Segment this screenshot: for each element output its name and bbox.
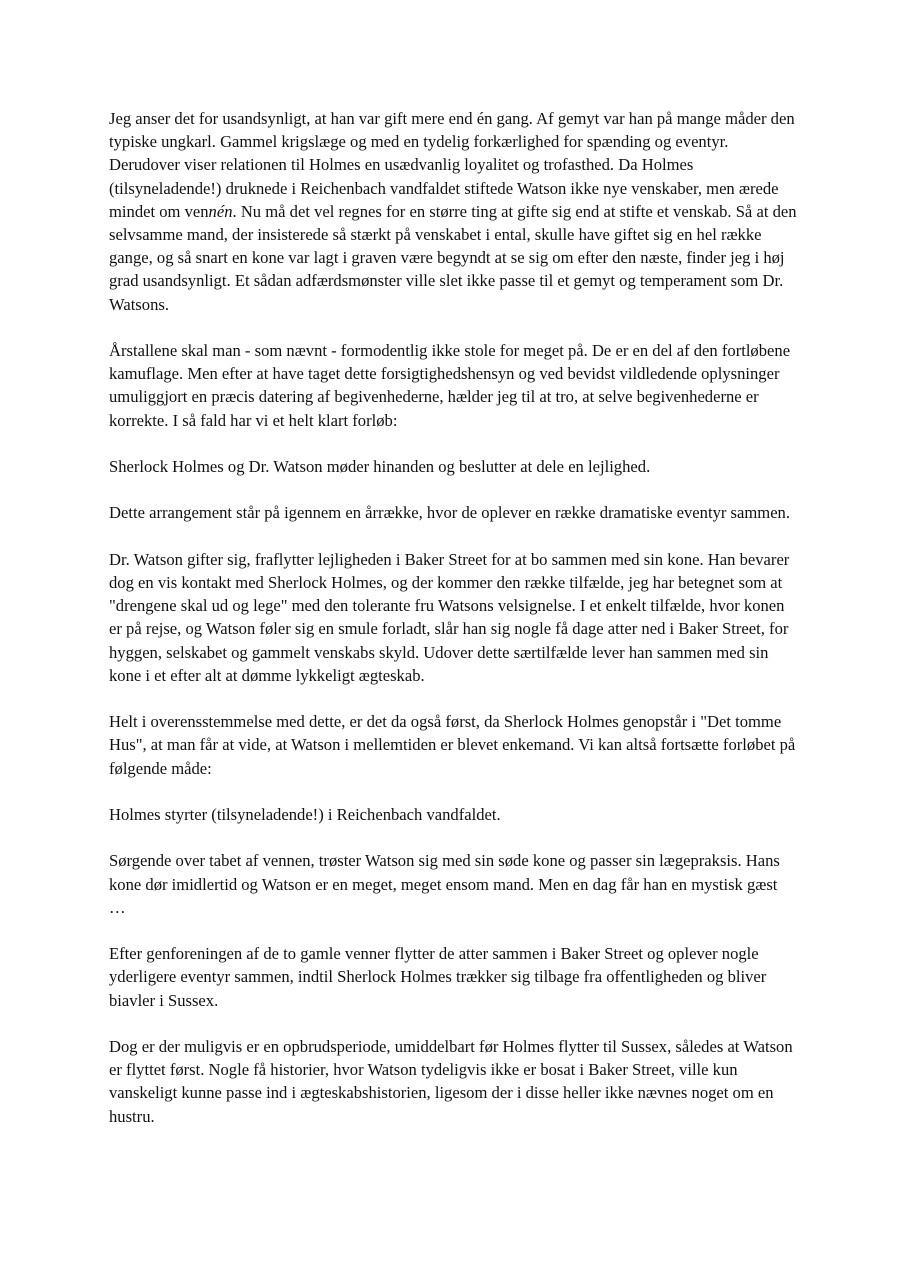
paragraph-1-text-a: Jeg anser det for usandsynligt, at han var gift mere end én gang. Af gemyt var han på mange måder den typiske ungkarl. Gammel krigslæge og med en tydelig forkærlighed for spænding og eventyr. Derudover viser relationen til Holmes en usædvanlig loyalitet og trofasthed. Da Holmes (tilsyneladende!) druknede i Reichenbach vandfaldet stiftede Watson ikke nye venskaber, men ærede mindet om ven — [109, 109, 795, 221]
paragraph-9: Efter genforeningen af de to gamle venner flytter de atter sammen i Baker Street og oplever nogle yderligere eventyr sammen, indtil Sherlock Holmes trækker sig tilbage fra offentligheden og bliver biavler i Sussex. — [109, 944, 767, 1010]
paragraph-2: Årstallene skal man - som nævnt - formodentlig ikke stole for meget på. De er en del af den fortløbene kamuflage. Men efter at have taget dette forsigtighedshensyn og ved bevidst vildledende oplysninger umuliggjort en præcis datering af begivenhederne, hælder jeg til at tro, at selve begivenhederne er korrekte. I så fald har vi et helt klart forløb: — [109, 341, 791, 430]
paragraph-3: Sherlock Holmes og Dr. Watson møder hinanden og beslutter at dele en lejlighed. — [109, 457, 651, 477]
paragraph-7: Holmes styrter (tilsyneladende!) i Reichenbach vandfaldet. — [109, 805, 501, 824]
paragraph-1-italic-word: nén — [208, 201, 233, 221]
paragraph-6: Helt i overensstemmelse med dette, er det da også først, da Sherlock Holmes genopstår i "Det tomme Hus", at man får at vide, at Watson i mellemtiden er blevet enkemand. Vi kan altså fortsætte forløbet på følgende måde: — [109, 712, 796, 778]
paragraph-10: Dog er der muligvis er en opbrudsperiode, umiddelbart før Holmes flytter til Sussex, således at Watson er flyttet først. Nogle få historier, hvor Watson tydeligvis ikke er bosat i Baker Street, ville kun vanskeligt kunne passe ind i ægteskabshistorien, ligesom der i disse heller ikke nævnes noget om en hustru. — [109, 1036, 793, 1126]
paragraph-5: Dr. Watson gifter sig, fraflytter lejligheden i Baker Street for at bo sammen med sin kone. Han bevarer dog en vis kontakt med Sherlock Holmes, og der kommer den række tilfælde, jeg har betegnet som at "drengene skal ud og lege" med den tolerante fru Watsons velsignelse. I et enkelt tilfælde, hvor konen er på rejse, og Watson føler sig en smule forladt, slår han sig nogle få dage atter ned i Baker Street, for hyggen, selskabet og gammelt venskabs skyld. Udover dette særtilfælde lever han sammen med sin kone i et efter alt at dømme lykkeligt ægteskab. — [109, 549, 790, 685]
paragraph-4: Dette arrangement står på igennem en årrække, hvor de oplever en række dramatiske eventyr sammen. — [109, 503, 791, 523]
paragraph-1-text-b: . Nu må det vel regnes for en større ting at gifte sig end at stifte et venskab. Så at den selvsamme mand, der insisterede så stærkt på venskabet i ental, skulle have giftet sig en hel række gange, og så snart en kone var lagt i graven være begyndt at se sig om efter den næste, finder jeg i høj grad usandsynligt. Et sådan adfærdsmønster ville slet ikke passe til et gemyt og temperament som Dr. Watsons. — [109, 201, 797, 314]
paragraph-1 — [109, 107, 798, 316]
paragraph-8: Sørgende over tabet af vennen, trøster Watson sig med sin søde kone og passer sin lægepraksis. Hans kone dør imidlertid og Watson er en meget, meget ensom mand. Men en dag får han en mystisk gæst … — [109, 851, 780, 917]
